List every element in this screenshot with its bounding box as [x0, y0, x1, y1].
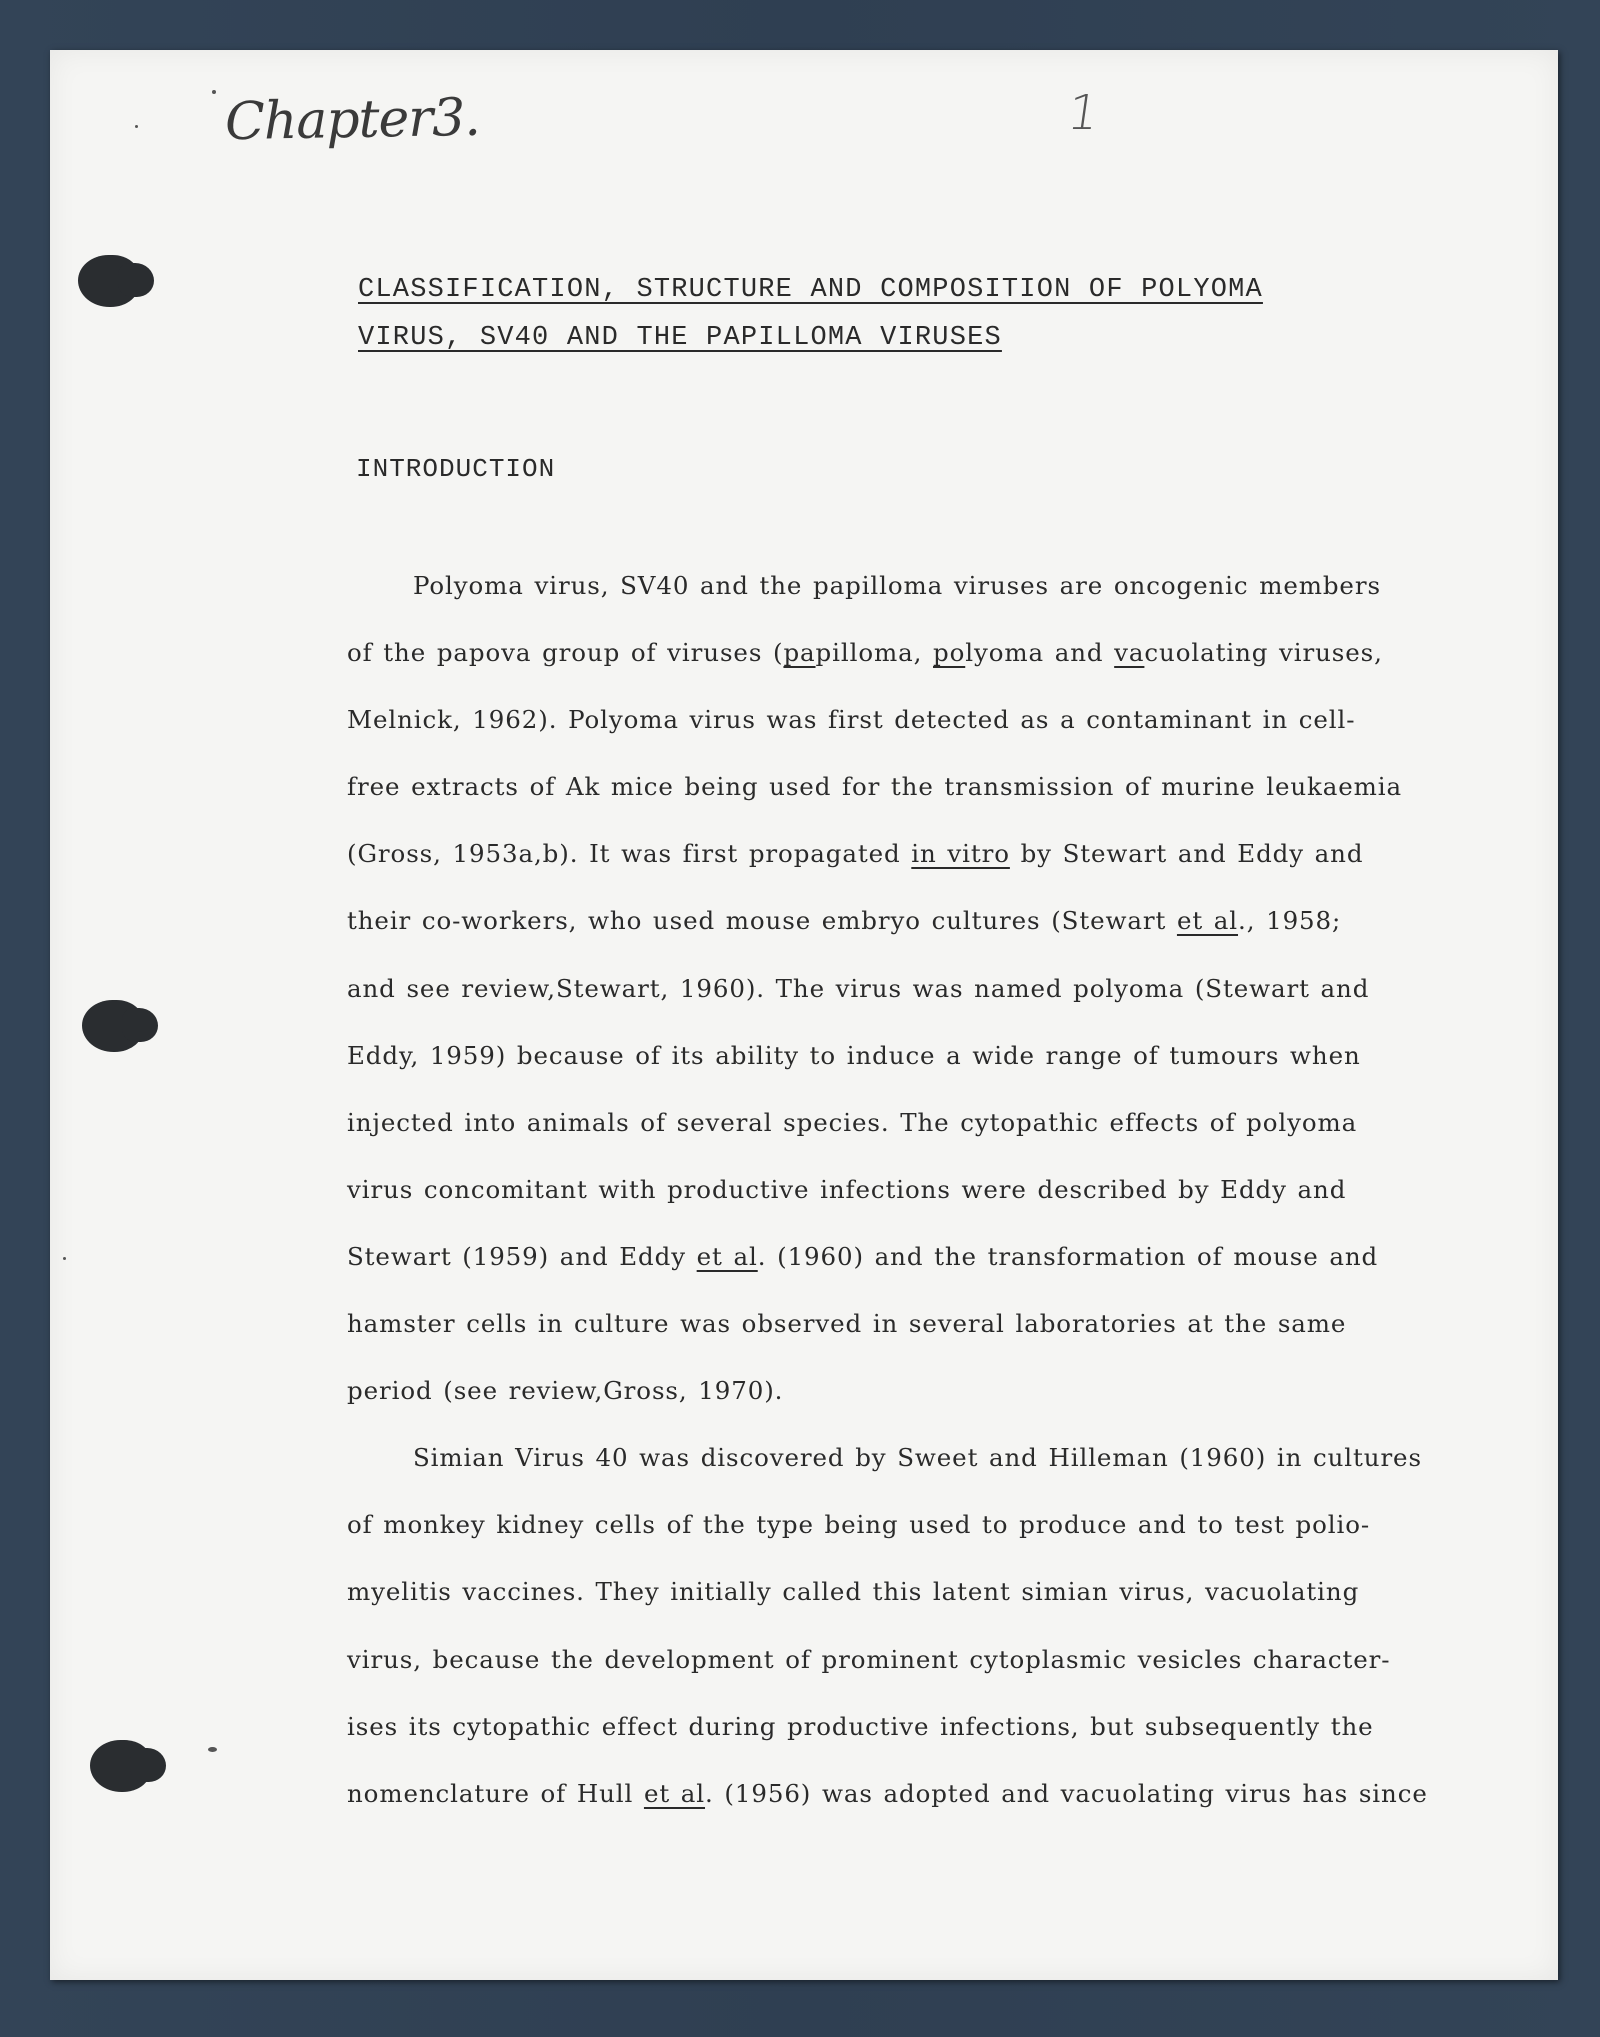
text-run: myelitis vaccines. They initially called this latent simian virus, vacuolating: [347, 1577, 1360, 1607]
underlined-term: et al: [1176, 906, 1239, 936]
paragraph-1-line: [347, 820, 1517, 887]
text-run: period (see review,Gross, 1970).: [347, 1376, 784, 1406]
punch-hole-middle: [82, 1000, 144, 1052]
paper-speck: [212, 90, 216, 94]
paper-speck: [135, 125, 138, 128]
paragraph-1-line: [347, 1156, 1517, 1223]
paragraph-2-line: [347, 1558, 1517, 1625]
paragraph-1-line: [347, 1290, 1517, 1357]
page-number: 1: [1064, 85, 1103, 141]
text-run: ises its cytopathic effect during productive infections, but subsequently the: [347, 1711, 1374, 1741]
document-title: [358, 266, 1438, 362]
paragraph-1-line: [347, 1022, 1517, 1089]
text-run: virus, because the development of prominent cytoplasmic vesicles character-: [347, 1644, 1391, 1674]
paragraph-1-line: [347, 1089, 1517, 1156]
paragraph-1-line: [347, 552, 1517, 619]
underlined-term: po: [933, 638, 966, 668]
text-run: (Gross, 1953a,b). It was first propagated: [347, 839, 912, 869]
text-run: Stewart (1959) and Eddy: [347, 1241, 697, 1271]
underlined-term: va: [1114, 638, 1145, 668]
paper-speck: [63, 1257, 66, 1260]
paragraph-1-line: [347, 686, 1517, 753]
paragraph-2-line: [347, 1760, 1517, 1827]
text-run: Polyoma virus, SV40 and the papilloma viruses are oncogenic members: [413, 571, 1381, 600]
text-run: free extracts of Ak mice being used for the transmission of murine leukaemia: [347, 772, 1403, 802]
body-text: [347, 552, 1517, 1827]
title-line-2: VIRUS, SV40 AND THE PAPILLOMA VIRUSES: [358, 323, 1002, 353]
text-run: hamster cells in culture was observed in several laboratories at the same: [347, 1309, 1347, 1339]
punch-hole-bottom: [90, 1740, 152, 1792]
paragraph-2-line: [347, 1491, 1517, 1558]
text-run: Simian Virus 40 was discovered by Sweet and Hilleman (1960) in cultures: [413, 1443, 1422, 1473]
paragraph-1-line: [347, 1357, 1517, 1424]
text-run: their co-workers, who used mouse embryo cultures (Stewart: [347, 906, 1177, 936]
text-run: . (1960) and the transformation of mouse and: [757, 1241, 1379, 1271]
text-run: Eddy, 1959) because of its ability to induce a wide range of tumours when: [347, 1040, 1361, 1070]
text-run: nomenclature of Hull: [347, 1778, 644, 1808]
text-run: and see review,Stewart, 1960). The virus was named polyoma (Stewart and: [347, 973, 1370, 1003]
title-line-1: CLASSIFICATION, STRUCTURE AND COMPOSITION OF POLYOMA: [358, 275, 1263, 305]
paragraph-1-line: [347, 955, 1517, 1022]
text-run: cuolating viruses,: [1144, 638, 1383, 668]
paragraph-2-line: [347, 1424, 1517, 1491]
text-run: ., 1958;: [1238, 906, 1342, 936]
paragraph-1-line: [347, 619, 1517, 686]
handwritten-chapter-note: Chapter3.: [224, 87, 481, 153]
text-run: of monkey kidney cells of the type being used to produce and to test polio-: [347, 1510, 1371, 1540]
text-run: . (1956) was adopted and vacuolating virus has since: [705, 1778, 1428, 1808]
text-run: injected into animals of several species. The cytopathic effects of polyoma: [347, 1107, 1358, 1137]
paragraph-1-line: [347, 753, 1517, 820]
section-heading: INTRODUCTION: [356, 454, 556, 484]
text-run: Melnick, 1962). Polyoma virus was first detected as a contaminant in cell-: [347, 705, 1356, 735]
paragraph-2-line: [347, 1693, 1517, 1760]
underlined-term: et al: [696, 1241, 758, 1271]
text-run: by Stewart and Eddy and: [1009, 839, 1364, 869]
underlined-term: pa: [783, 638, 816, 668]
paper-speck: [208, 1747, 217, 1752]
underlined-term: in vitro: [911, 839, 1010, 869]
text-run: of the papova group of viruses (: [347, 638, 784, 668]
paragraph-1-line: [347, 887, 1517, 954]
punch-hole-top: [78, 255, 140, 307]
text-run: pilloma,: [815, 638, 933, 668]
text-run: lyoma and: [965, 638, 1115, 668]
underlined-term: et al: [643, 1778, 706, 1808]
paragraph-2-line: [347, 1626, 1517, 1693]
paragraph-1-line: [347, 1223, 1517, 1290]
text-run: virus concomitant with productive infections were described by Eddy and: [347, 1174, 1347, 1204]
